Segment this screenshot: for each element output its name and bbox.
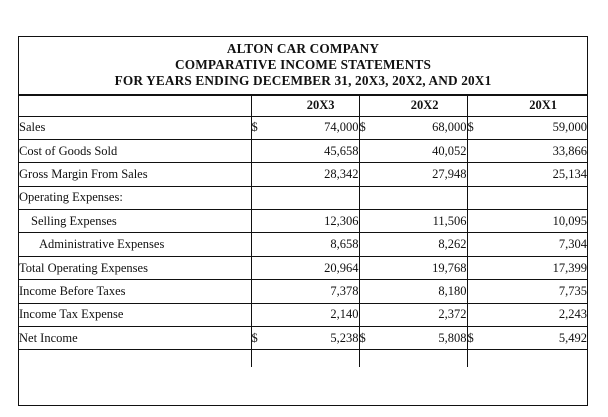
currency-symbol: $ [467, 327, 489, 350]
value-20x3: 28,342 [273, 163, 359, 186]
row-total-operating-expenses [19, 256, 587, 279]
row-net-income [19, 327, 587, 350]
period-title: FOR YEARS ENDING DECEMBER 31, 20X3, 20X2, AND 20X1 [114, 73, 492, 88]
value-20x3: 20,964 [273, 256, 359, 279]
column-header-20x2: 20X2 [359, 95, 467, 116]
row-administrative-expenses [19, 233, 587, 256]
row-label: Administrative Expenses [19, 233, 251, 256]
value-20x2: 8,262 [381, 233, 467, 256]
row-label: Operating Expenses: [19, 186, 251, 209]
value-20x1: 5,492 [489, 327, 587, 350]
value-20x2: 40,052 [381, 139, 467, 162]
column-header-20x1: 20X1 [467, 95, 587, 116]
row-cost-of-goods-sold [19, 139, 587, 162]
row-label: Total Operating Expenses [19, 256, 251, 279]
row-label: Selling Expenses [19, 210, 251, 233]
column-header-20x3: 20X3 [251, 95, 359, 116]
row-label: Income Tax Expense [19, 303, 251, 326]
value-20x3: 45,658 [273, 139, 359, 162]
column-header-row [19, 95, 587, 116]
row-label: Gross Margin From Sales [19, 163, 251, 186]
currency-symbol: $ [251, 116, 273, 139]
row-label: Sales [19, 116, 251, 139]
statement-title: COMPARATIVE INCOME STATEMENTS [174, 57, 432, 72]
row-label: Income Before Taxes [19, 280, 251, 303]
row-label: Cost of Goods Sold [19, 139, 251, 162]
row-label: Net Income [19, 327, 251, 350]
value-20x1: 59,000 [489, 116, 587, 139]
value-20x2: 2,372 [381, 303, 467, 326]
value-20x1: 7,304 [489, 233, 587, 256]
value-20x2: 8,180 [381, 280, 467, 303]
value-20x2: 27,948 [381, 163, 467, 186]
value-20x1: 33,866 [489, 139, 587, 162]
currency-symbol: $ [251, 327, 273, 350]
value-20x3: 2,140 [273, 303, 359, 326]
value-20x2: 68,000 [381, 116, 467, 139]
value-20x3: 5,238 [273, 327, 359, 350]
value-20x1: 10,095 [489, 210, 587, 233]
value-20x1: 25,134 [489, 163, 587, 186]
currency-symbol: $ [359, 327, 381, 350]
value-20x2: 11,506 [381, 210, 467, 233]
value-20x3: 74,000 [273, 116, 359, 139]
value-20x3: 12,306 [273, 210, 359, 233]
row-income-tax-expense [19, 303, 587, 326]
value-20x2: 5,808 [381, 327, 467, 350]
row-gross-margin [19, 163, 587, 186]
value-20x1: 7,735 [489, 280, 587, 303]
blank-footer-row [19, 350, 587, 367]
value-20x1: 2,243 [489, 303, 587, 326]
company-title: ALTON CAR COMPANY [226, 41, 380, 56]
row-income-before-taxes [19, 280, 587, 303]
row-selling-expenses [19, 210, 587, 233]
currency-symbol: $ [467, 116, 489, 139]
row-operating-expenses-heading [19, 186, 587, 209]
value-20x3: 7,378 [273, 280, 359, 303]
row-sales [19, 116, 587, 139]
value-20x3: 8,658 [273, 233, 359, 256]
financial-grid [19, 94, 587, 367]
value-20x1: 17,399 [489, 256, 587, 279]
header-label-cell [19, 95, 251, 116]
currency-symbol: $ [359, 116, 381, 139]
income-statement-table [18, 36, 588, 406]
value-20x2: 19,768 [381, 256, 467, 279]
